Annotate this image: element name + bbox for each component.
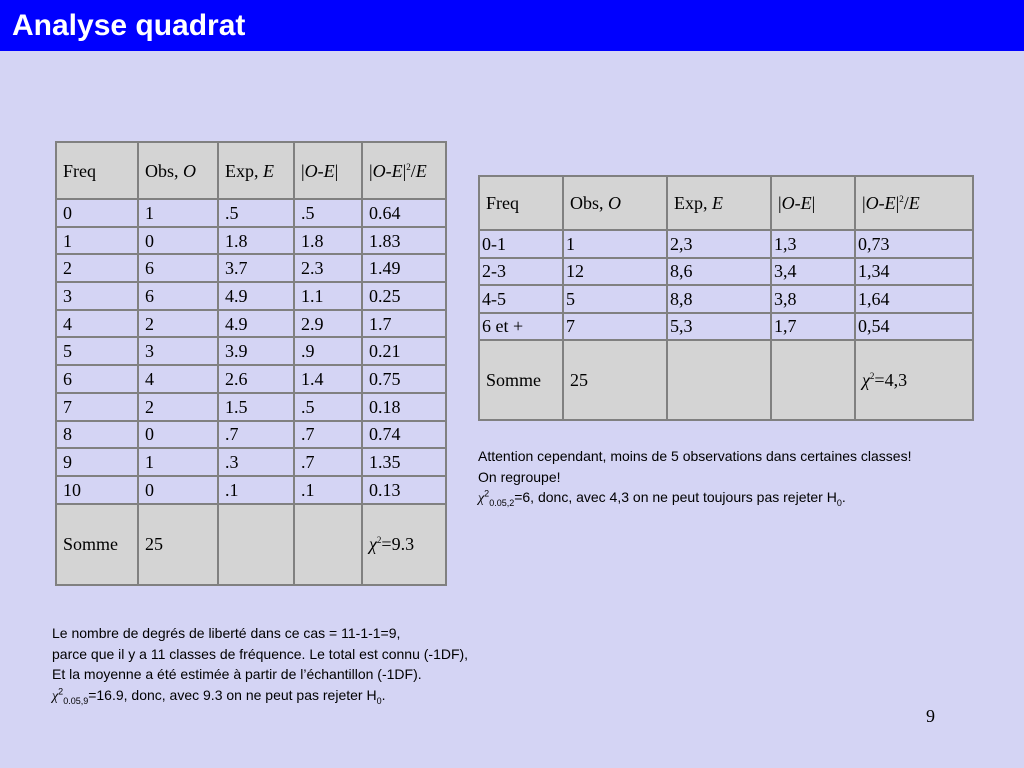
note-line: Attention cependant, moins de 5 observations dans certaines classes!: [478, 448, 912, 464]
table-cell: 1.49: [362, 254, 446, 282]
table-cell: 0: [138, 227, 218, 255]
header-chi-term: $|O-E|^2/E$: [362, 142, 446, 199]
table-cell: 1,64: [855, 285, 973, 313]
table-sum-row: [479, 340, 973, 420]
table-cell: 0-1: [479, 230, 563, 258]
table-cell: 4: [56, 310, 138, 338]
table-cell: 5: [56, 337, 138, 365]
sum-empty-cell: [218, 504, 294, 585]
note-line: parce que il y a 11 classes de fréquence. Le total est connu (-1DF),: [52, 645, 469, 662]
note-line: Et la moyenne a été estimée à partir de l’échantillon (-1DF).: [52, 666, 422, 682]
table-cell: 3.7: [218, 254, 294, 282]
table-cell: 1.83: [362, 227, 446, 255]
table-cell: 2: [138, 393, 218, 421]
table-cell: 6 et +: [479, 313, 563, 341]
table-row: [479, 258, 973, 286]
table-cell: 0.25: [362, 282, 446, 310]
header-abs-diff: |O-E|: [771, 176, 855, 230]
table-cell: 0.18: [362, 393, 446, 421]
table-cell: 2: [138, 310, 218, 338]
table-cell: 3,8: [771, 285, 855, 313]
table-cell: 8,8: [667, 285, 771, 313]
table-cell: 7: [56, 393, 138, 421]
table-cell: 2.9: [294, 310, 362, 338]
table-cell: 1,3: [771, 230, 855, 258]
table-cell: .3: [218, 448, 294, 476]
title-bar: [0, 0, 1024, 51]
table-cell: .9: [294, 337, 362, 365]
sum-chi-value: $\chi^2=4,3$: [855, 340, 973, 420]
table-row: [56, 421, 446, 449]
table-header-row: [479, 176, 973, 230]
table-cell: 5,3: [667, 313, 771, 341]
table-cell: 6: [56, 365, 138, 393]
sum-empty-cell: [667, 340, 771, 420]
table-cell: 2-3: [479, 258, 563, 286]
table-cell: 6: [138, 282, 218, 310]
table-sum-row: [56, 504, 446, 585]
table-cell: 4.9: [218, 282, 294, 310]
table-cell: 12: [563, 258, 667, 286]
note-chi-line: $\chi^2_{0.05,9}=16.9$, donc, avec 9.3 on ne peut pas rejeter $H_0$.: [52, 685, 386, 706]
table-cell: .5: [294, 393, 362, 421]
table-cell: 3.9: [218, 337, 294, 365]
table-cell: 8,6: [667, 258, 771, 286]
table-row: [56, 393, 446, 421]
table-cell: 2: [56, 254, 138, 282]
table-cell: 1.4: [294, 365, 362, 393]
note-line: On regroupe!: [478, 468, 561, 485]
header-obs: Obs, O: [563, 176, 667, 230]
table-row: [56, 337, 446, 365]
table-row: [56, 310, 446, 338]
table-cell: 7: [563, 313, 667, 341]
table-cell: 1.5: [218, 393, 294, 421]
table-cell: 1.8: [218, 227, 294, 255]
table-cell: .1: [294, 476, 362, 504]
grouping-note: [478, 446, 911, 510]
table-cell: 0: [138, 421, 218, 449]
table-row: [56, 282, 446, 310]
table-row: [479, 285, 973, 313]
slide-title: Analyse quadrat: [12, 9, 246, 42]
table-cell: 0.21: [362, 337, 446, 365]
header-chi-term: $|O-E|^2/E$: [855, 176, 973, 230]
sum-empty-cell: [771, 340, 855, 420]
table-cell: 4: [138, 365, 218, 393]
grouped-frequency-table: [478, 175, 974, 421]
table-cell: 1: [138, 199, 218, 227]
page-number: 9: [926, 706, 935, 726]
table-header-row: [56, 142, 446, 199]
table-cell: .1: [218, 476, 294, 504]
table-cell: 3,4: [771, 258, 855, 286]
table-cell: .5: [218, 199, 294, 227]
table-cell: 2.3: [294, 254, 362, 282]
table-cell: 0.74: [362, 421, 446, 449]
table-cell: 0,54: [855, 313, 973, 341]
table-cell: 0: [56, 199, 138, 227]
table-cell: 4.9: [218, 310, 294, 338]
table-cell: 0: [138, 476, 218, 504]
table-cell: .7: [294, 421, 362, 449]
table-cell: 10: [56, 476, 138, 504]
table-cell: 4-5: [479, 285, 563, 313]
table-cell: 0,73: [855, 230, 973, 258]
sum-obs: 25: [563, 340, 667, 420]
header-freq: Freq: [479, 176, 563, 230]
note-chi-line: $\chi^2_{0.05,2}=6$, donc, avec 4,3 on ne peut toujours pas rejeter $H_0$.: [478, 488, 846, 508]
table-row: [56, 476, 446, 504]
header-abs-diff: |O-E|: [294, 142, 362, 199]
table-cell: 3: [56, 282, 138, 310]
table-cell: .5: [294, 199, 362, 227]
table-cell: 8: [56, 421, 138, 449]
header-exp: Exp, E: [218, 142, 294, 199]
table-cell: .7: [218, 421, 294, 449]
table-cell: 5: [563, 285, 667, 313]
table-cell: 1,34: [855, 258, 973, 286]
table-cell: 0.75: [362, 365, 446, 393]
frequency-table: [55, 141, 447, 586]
header-freq: Freq: [56, 142, 138, 199]
degrees-of-freedom-note: [52, 623, 468, 707]
table-row: [56, 448, 446, 476]
table-cell: 6: [138, 254, 218, 282]
sum-obs: 25: [138, 504, 218, 585]
table-cell: 1.35: [362, 448, 446, 476]
table-cell: 9: [56, 448, 138, 476]
table-cell: 1: [56, 227, 138, 255]
note-line: Le nombre de degrés de liberté dans ce cas = 11-1-1=9,: [52, 625, 401, 641]
table-cell: 2,3: [667, 230, 771, 258]
header-exp: Exp, E: [667, 176, 771, 230]
table-row: [56, 199, 446, 227]
table-row: [479, 313, 973, 341]
table-cell: 0.13: [362, 476, 446, 504]
sum-label: Somme: [56, 504, 138, 585]
table-cell: .7: [294, 448, 362, 476]
table-row: [56, 254, 446, 282]
table-cell: 1,7: [771, 313, 855, 341]
header-obs: Obs, O: [138, 142, 218, 199]
table-cell: 2.6: [218, 365, 294, 393]
table-cell: 0.64: [362, 199, 446, 227]
sum-label: Somme: [479, 340, 563, 420]
table-cell: 3: [138, 337, 218, 365]
sum-chi-value: $\chi^2=9.3$: [362, 504, 446, 585]
table-row: [56, 365, 446, 393]
table-cell: 1.1: [294, 282, 362, 310]
table-row: [56, 227, 446, 255]
sum-empty-cell: [294, 504, 362, 585]
table-cell: 1: [563, 230, 667, 258]
table-cell: 1.8: [294, 227, 362, 255]
table-cell: 1.7: [362, 310, 446, 338]
table-cell: 1: [138, 448, 218, 476]
table-row: [479, 230, 973, 258]
